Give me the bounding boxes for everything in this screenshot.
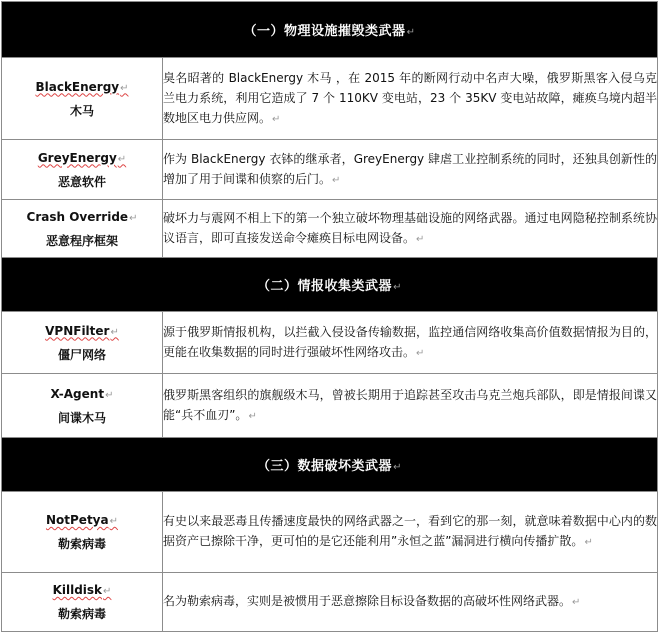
weapon-name-en: VPNFilter bbox=[45, 323, 110, 338]
weapon-name-cell bbox=[2, 573, 163, 632]
paragraph-mark: ↵ bbox=[129, 212, 138, 224]
weapon-name-en: GreyEnergy bbox=[37, 150, 117, 165]
weapon-description: 作为 BlackEnergy 衣钵的继承者，GreyEnergy 肆虐工业控制系统的同时，还独具创新性的增加了用于间谍和侦察的后门。 bbox=[163, 151, 657, 186]
weapon-description-cell bbox=[163, 140, 658, 200]
weapon-description: 名为勒索病毒，实则是被惯用于恶意擦除目标设备数据的高破坏性网络武器。 bbox=[163, 594, 572, 608]
weapon-type-cn: 恶意程序框架 bbox=[45, 233, 118, 248]
paragraph-mark: ↵ bbox=[120, 82, 129, 94]
section-header-row bbox=[2, 438, 658, 492]
weapon-type-cn: 间谍木马 bbox=[57, 410, 106, 425]
weapon-description-cell bbox=[163, 200, 658, 258]
weapon-description: 源于俄罗斯情报机构，以拦截入侵设备传输数据，监控通信网络收集高价值数据情报为目的，更能在收集数据的同时进行强破坏性网络攻击。 bbox=[163, 324, 657, 359]
weapon-name-en: BlackEnergy bbox=[35, 79, 120, 94]
section-title: （一）物理设施摧毁类武器 bbox=[243, 24, 406, 39]
section-title: （二）情报收集类武器 bbox=[257, 279, 393, 294]
weapon-description-cell bbox=[163, 374, 658, 438]
paragraph-mark: ↵ bbox=[109, 516, 118, 527]
paragraph-mark: ↵ bbox=[103, 586, 112, 597]
paragraph-mark: ↵ bbox=[105, 389, 114, 401]
section-header bbox=[2, 2, 658, 58]
paragraph-mark: ↵ bbox=[332, 174, 341, 186]
weapon-name-cell bbox=[2, 58, 163, 140]
section-header-row bbox=[2, 2, 658, 58]
weapon-description-cell bbox=[163, 312, 658, 374]
weapon-description: 破坏力与震网不相上下的第一个独立破坏物理基础设施的网络武器。通过电网隐秘控制系统协议语言，即可直接发送命令瘫痪目标电网设备。 bbox=[163, 210, 657, 245]
weapon-description: 臭名昭著的 BlackEnergy 木马 ，在 2015 年的断网行动中名声大噪，俄罗斯黑客入侵乌克兰电力系统，利用它造成了 7 个 110KV 变电站，23 个 35KV 变电站故障，瘫痪乌境内超半数地区电力供应网。 bbox=[163, 70, 657, 125]
weapon-description: 有史以来最恶毒且传播速度最快的网络武器之一，看到它的那一刻，就意味着数据中心内的数据资产已擦除干净，更可怕的是它还能利用”永恒之蓝”漏洞进行横向传播扩散。 bbox=[163, 514, 657, 548]
weapon-name-cell bbox=[2, 140, 163, 200]
cyber-weapons-table bbox=[1, 1, 658, 632]
section-header bbox=[2, 258, 658, 312]
weapon-type-cn: 勒索病毒 bbox=[57, 607, 106, 621]
paragraph-mark: ↵ bbox=[272, 113, 281, 125]
table-row bbox=[2, 58, 658, 140]
table-row bbox=[2, 312, 658, 374]
weapon-type-cn: 勒索病毒 bbox=[57, 537, 106, 551]
paragraph-mark: ↵ bbox=[406, 27, 416, 38]
table-row bbox=[2, 492, 658, 573]
weapon-type-cn: 木马 bbox=[69, 103, 94, 118]
paragraph-mark: ↵ bbox=[572, 597, 581, 608]
table-row bbox=[2, 374, 658, 438]
weapon-description-cell bbox=[163, 492, 658, 573]
paragraph-mark: ↵ bbox=[110, 326, 119, 338]
section-title: （三）数据破坏类武器 bbox=[257, 459, 393, 474]
weapon-description-cell bbox=[163, 58, 658, 140]
paragraph-mark: ↵ bbox=[393, 282, 402, 293]
weapon-type-cn: 僵尸网络 bbox=[57, 347, 106, 362]
section-header-row bbox=[2, 258, 658, 312]
weapon-description-cell bbox=[163, 573, 658, 632]
table-row bbox=[2, 140, 658, 200]
paragraph-mark: ↵ bbox=[393, 462, 402, 473]
weapon-name-cell bbox=[2, 312, 163, 374]
weapon-name-en: Crash Override bbox=[26, 209, 129, 224]
weapon-name-en: X-Agent bbox=[50, 386, 105, 401]
section-header bbox=[2, 438, 658, 492]
paragraph-mark: ↵ bbox=[416, 347, 425, 359]
paragraph-mark: ↵ bbox=[248, 410, 257, 422]
paragraph-mark: ↵ bbox=[117, 153, 127, 165]
weapon-name-cell bbox=[2, 200, 163, 258]
table-row bbox=[2, 200, 658, 258]
weapon-name-cell bbox=[2, 492, 163, 573]
weapon-name-en: Killdisk bbox=[52, 583, 103, 597]
weapon-description: 俄罗斯黑客组织的旗舰级木马，曾被长期用于追踪甚至攻击乌克兰炮兵部队，即是情报间谍又能“兵不血刃”。 bbox=[163, 387, 657, 422]
weapon-name-en: NotPetya bbox=[45, 513, 109, 527]
table-row bbox=[2, 573, 658, 632]
paragraph-mark: ↵ bbox=[584, 537, 593, 548]
weapon-name-cell bbox=[2, 374, 163, 438]
paragraph-mark: ↵ bbox=[416, 233, 425, 245]
weapon-type-cn: 恶意软件 bbox=[57, 174, 106, 189]
